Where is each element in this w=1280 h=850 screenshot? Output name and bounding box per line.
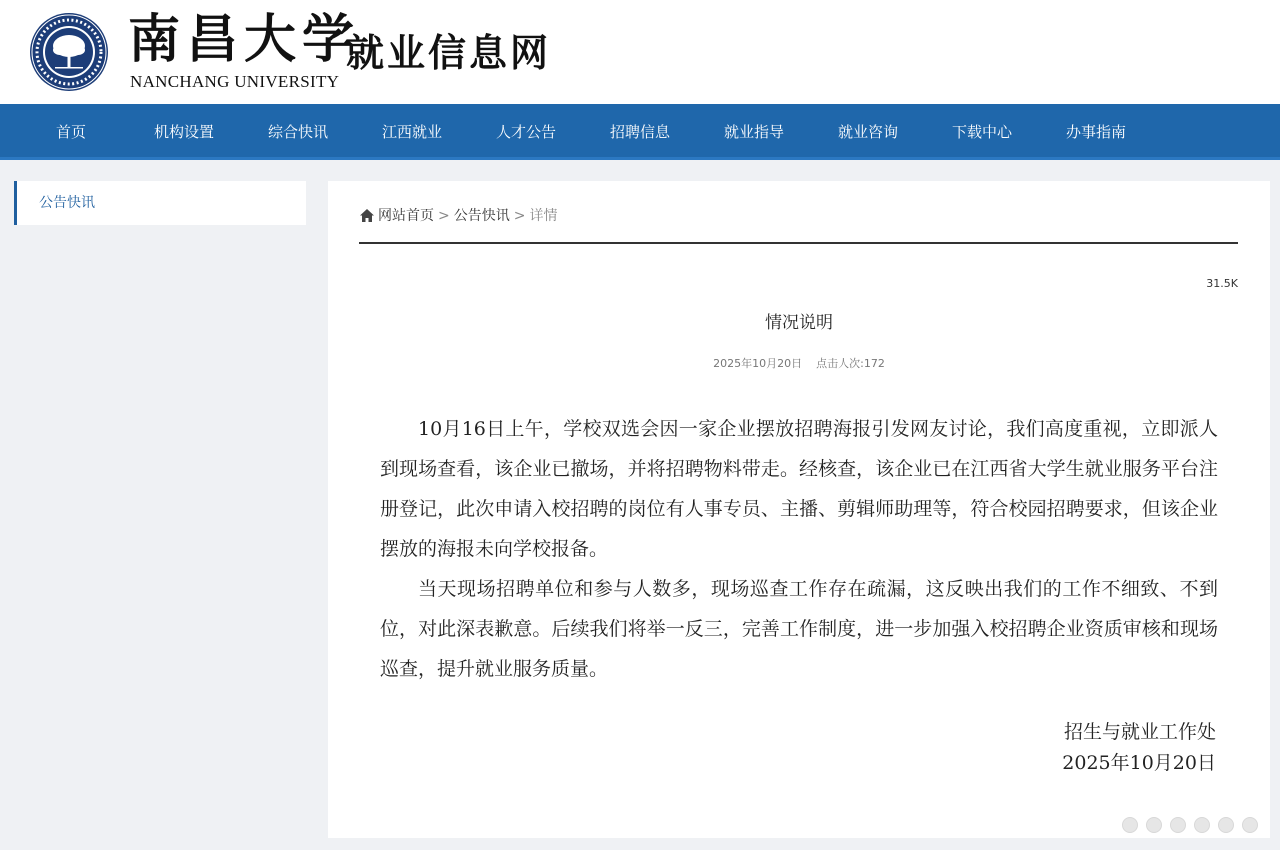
main-nav	[0, 104, 1280, 160]
breadcrumb-separator: >	[513, 208, 526, 224]
page-dot[interactable]	[1170, 817, 1186, 833]
article-date: 2025年10月20日	[713, 357, 803, 370]
home-icon	[360, 209, 374, 222]
nav-item-home[interactable]: 首页	[55, 123, 86, 141]
nav-item-guide[interactable]: 办事指南	[1065, 123, 1126, 141]
nav-item-download[interactable]: 下载中心	[951, 123, 1012, 141]
breadcrumb-divider	[359, 242, 1238, 244]
nav-item-consult[interactable]: 就业咨询	[837, 123, 898, 141]
article-signature-date: 2025年10月20日	[1062, 752, 1216, 774]
article-title: 情况说明	[765, 313, 833, 333]
sidebar-item-label: 公告快讯	[39, 195, 95, 211]
article-meta	[328, 355, 1270, 371]
nav-item-guidance[interactable]: 就业指导	[723, 123, 784, 141]
breadcrumb-home-link[interactable]: 网站首页	[378, 208, 434, 224]
breadcrumb-section-link[interactable]: 公告快讯	[453, 208, 510, 224]
sidebar-item-announcements[interactable]	[14, 181, 306, 225]
article-paragraph: 当天现场招聘单位和参与人数多，现场巡查工作存在疏漏，这反映出我们的工作不细致、不到位，对此深表歉意。后续我们将举一反三，完善工作制度，进一步加强入校招聘企业资质审核和现场巡查，提升就业服务质量。	[380, 578, 1218, 680]
article-clicks: 点击人次:172	[816, 357, 885, 370]
university-seal-icon[interactable]	[29, 12, 109, 92]
university-name-en: NANCHANG UNIVERSITY	[130, 72, 340, 91]
page-dot[interactable]	[1146, 817, 1162, 833]
site-name: 就业信息网	[346, 31, 552, 75]
views-badge: 31.5K	[1206, 277, 1238, 290]
nav-item-org[interactable]: 机构设置	[153, 123, 214, 141]
article-signature: 招生与就业工作处	[1063, 721, 1216, 743]
page-dots	[1122, 817, 1258, 833]
page-dot[interactable]	[1194, 817, 1210, 833]
article-signature-block	[1062, 717, 1216, 779]
nav-item-talent[interactable]: 人才公告	[495, 123, 556, 141]
page-dot[interactable]	[1122, 817, 1138, 833]
page-dot[interactable]	[1242, 817, 1258, 833]
breadcrumb	[360, 207, 557, 225]
nav-item-recruit[interactable]: 招聘信息	[609, 123, 670, 141]
article-panel	[328, 181, 1270, 838]
site-header	[0, 0, 1280, 104]
article-paragraph: 10月16日上午，学校双选会因一家企业摆放招聘海报引发网友讨论，我们高度重视，立即派人到现场查看，该企业已撤场，并将招聘物料带走。经核查，该企业已在江西省大学生就业服务平台注册登记，此次申请入校招聘的岗位有人事专员、主播、剪辑师助理等，符合校园招聘要求，但该企业摆放的海报未向学校报备。	[380, 418, 1218, 560]
page-dot[interactable]	[1218, 817, 1234, 833]
university-name-cn: 南昌大学	[128, 9, 361, 70]
breadcrumb-separator: >	[438, 208, 450, 224]
nav-item-jiangxi[interactable]: 江西就业	[381, 123, 442, 141]
article-body	[380, 409, 1218, 689]
nav-item-news[interactable]: 综合快讯	[267, 123, 328, 141]
breadcrumb-current: 详情	[529, 208, 558, 224]
